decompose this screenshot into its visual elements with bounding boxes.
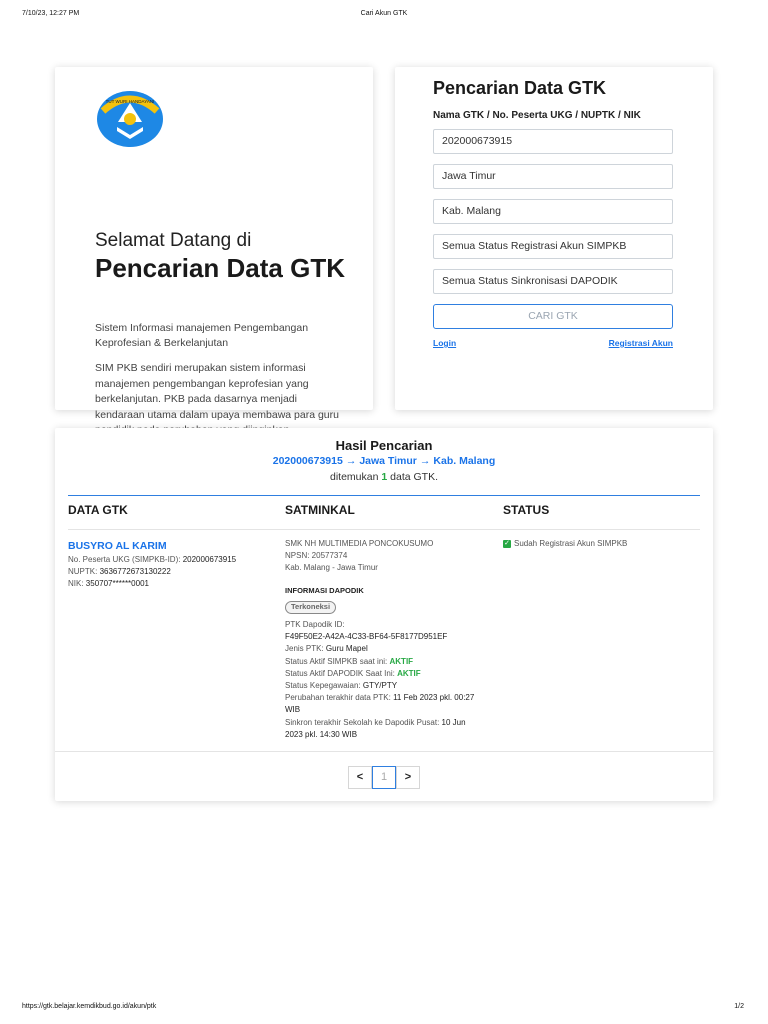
svg-text:TUT WURI HANDAYANI: TUT WURI HANDAYANI — [105, 99, 155, 104]
pagination-next-button[interactable]: > — [396, 766, 420, 789]
print-datetime: 7/10/23, 12:27 PM — [22, 10, 80, 17]
sync-status-select[interactable]: Semua Status Sinkronisasi DAPODIK — [433, 269, 673, 294]
welcome-description: SIM PKB sendiri merupakan sistem informasi manajemen pengembangan keprofesian yang berkelanjutan. PKB pada dasarnya menjadi kendaraan utama dalam upaya membawa para guru — [95, 362, 339, 421]
crumb-city[interactable]: Kab. Malang — [433, 455, 496, 467]
search-button[interactable]: CARI GTK — [433, 304, 673, 329]
dapodik-info-title: INFORMASI DAPODIK — [285, 586, 364, 595]
search-title: Pencarian Data GTK — [433, 78, 607, 98]
city-select[interactable]: Kab. Malang — [433, 199, 673, 224]
crumb-province[interactable]: Jawa Timur — [359, 455, 417, 467]
column-header-data-gtk: DATA GTK — [68, 503, 128, 517]
welcome-card — [55, 67, 373, 421]
column-header-satminkal: SATMINKAL — [285, 503, 355, 517]
status-badge: Terkoneksi — [285, 601, 336, 614]
arrow-right-icon: → — [419, 455, 431, 467]
results-count-number: 1 — [381, 471, 388, 483]
print-url: https://gtk.belajar.kemdikbud.go.id/akun/ptk — [22, 1003, 157, 1010]
crumb-id[interactable]: 202000673915 — [272, 455, 343, 467]
dapodik-info: PTK Dapodik ID: F49F50E2-A42A-4C33-BF64-5F8177D951EF Jenis PTK: Guru Mapel Status Aktif SIMPKB saat ini: AKTIF Status Aktif DAPODIK Saat Ini: AKTIF Status Kepegawaian: GTY/PTY Perubahan terakhir data PTK: 11 Feb 2023 pkl. 00:27 WIB Sinkron terakhir Sekolah ke Dapodik Pusat: 10 Jun 2023 pkl. 14:30 WIB — [285, 620, 475, 739]
print-page-number: 1/2 — [734, 1003, 744, 1010]
registration-status: ✓ Sudah Registrasi Akun SIMPKB — [504, 539, 628, 548]
school-name: SMK NH MULTIMEDIA PONCOKUSUMO — [285, 539, 434, 548]
search-label: Nama GTK / No. Peserta UKG / NUPTK / NIK — [433, 110, 641, 121]
divider — [68, 529, 700, 530]
results-count: ditemukan 1 data GTK. — [330, 471, 438, 483]
login-link[interactable]: Login — [433, 338, 457, 348]
divider — [55, 751, 713, 752]
welcome-subtitle: Sistem Informasi manajemen Pengembangan Keprofesian & Berkelanjutan — [95, 322, 309, 349]
satminkal-info — [285, 538, 485, 575]
check-icon: ✓ — [504, 539, 510, 547]
registration-status-select[interactable]: Semua Status Registrasi Akun SIMPKB — [433, 234, 673, 259]
pagination-page-1[interactable]: 1 — [372, 766, 396, 789]
pagination-prev-button[interactable]: < — [348, 766, 372, 789]
gtk-name-link[interactable]: BUSYRO AL KARIM — [68, 540, 167, 552]
print-footer — [0, 1003, 768, 1015]
results-card — [55, 428, 713, 801]
search-input[interactable]: 202000673915 — [433, 129, 673, 154]
welcome-title: Pencarian Data GTK — [95, 253, 345, 283]
print-header — [0, 10, 768, 22]
results-title: Hasil Pencarian — [335, 438, 433, 453]
gtk-identity: No. Peserta UKG (SIMPKB-ID): 202000673915 NUPTK: 3636772673130222 NIK: 350707******0001 — [68, 555, 237, 588]
column-header-status: STATUS — [503, 503, 550, 517]
school-region: Kab. Malang - Jawa Timur — [285, 563, 378, 573]
search-card — [395, 67, 713, 410]
welcome-greeting: Selamat Datang di — [95, 230, 252, 251]
tut-wuri-handayani-logo — [93, 89, 167, 149]
npsn: NPSN: 20577374 — [285, 551, 348, 561]
results-breadcrumb — [55, 455, 713, 467]
arrow-right-icon: → — [345, 455, 357, 467]
divider — [68, 495, 700, 496]
register-link[interactable]: Registrasi Akun — [608, 338, 673, 348]
print-title: Cari Akun GTK — [360, 10, 408, 17]
province-select[interactable]: Jawa Timur — [433, 164, 673, 189]
